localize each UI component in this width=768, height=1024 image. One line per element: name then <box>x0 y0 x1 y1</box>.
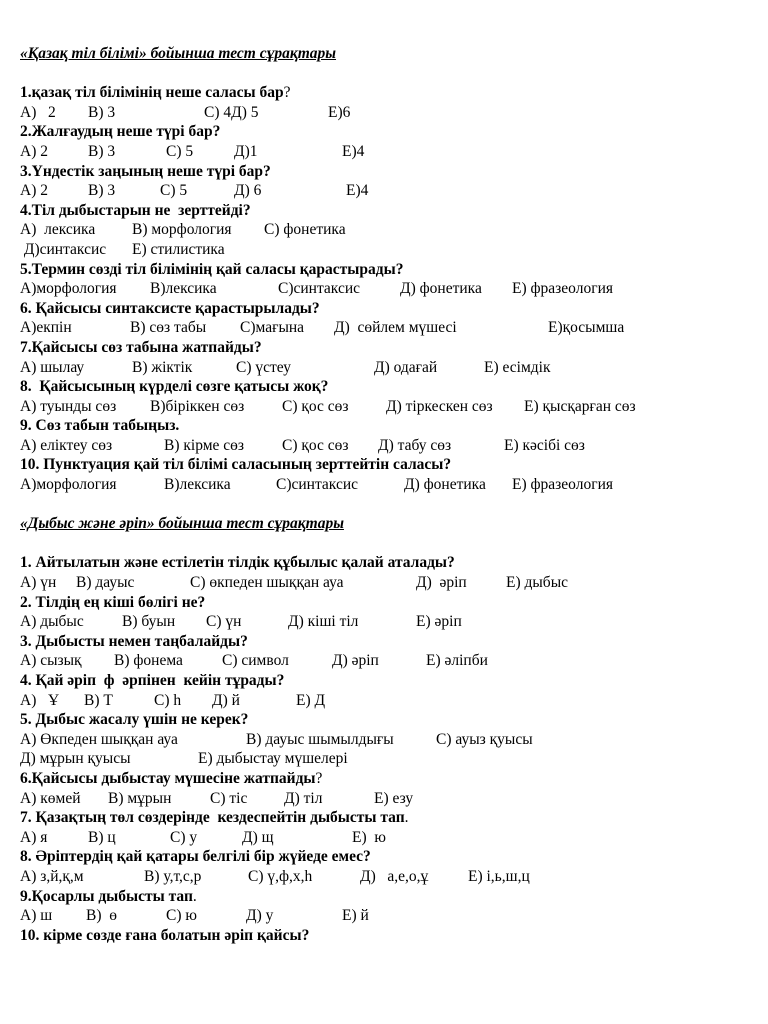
section-title: «Қазақ тіл білімі» бойынша тест сұрақтары <box>20 45 337 62</box>
answer-option: Е) ю <box>352 828 386 846</box>
answer-option: С) һ <box>154 691 182 709</box>
question <box>20 162 755 182</box>
answer-option: Е) стилистика <box>132 240 225 258</box>
answer-line <box>20 181 755 201</box>
question-text: 2.Жалғаудың неше түрі бар? <box>20 123 221 141</box>
question-end-mark: ? <box>283 84 291 102</box>
answer-option: А)морфология <box>20 280 117 298</box>
answer-option: Д) фонетика <box>400 280 482 298</box>
answer-option: Д) 6 <box>234 182 262 200</box>
question-text: 9. Сөз табын табыңыз. <box>20 417 180 435</box>
answer-option: С) үн <box>206 613 242 631</box>
question-end-mark: . <box>192 887 197 905</box>
answer-option: В) у,т,с,р <box>144 867 202 885</box>
question-text: 5.Термин сөзді тіл білімінің қай саласы қарастырады? <box>20 260 404 278</box>
answer-line <box>20 789 755 809</box>
answer-option: А) дыбыс <box>20 613 84 631</box>
answer-option: С) фонетика <box>264 221 346 239</box>
question-text: 1. Айтылатын және естілетін тілдік құбылыс қалай аталады? <box>20 554 455 572</box>
answer-option: Д) одағай <box>374 358 438 376</box>
answer-option: Е) есімдік <box>484 358 551 376</box>
answer-option: А) Ұ <box>20 691 60 709</box>
answer-line <box>20 397 755 417</box>
question <box>20 377 755 397</box>
answer-option: С) тіс <box>210 789 248 807</box>
answer-option: С) у <box>170 828 198 846</box>
question-text: 1.қазақ тіл білімінің неше саласы бар <box>20 84 284 102</box>
answer-option: Д) фонетика <box>404 476 486 494</box>
blank-line <box>20 534 755 554</box>
answer-option: Е) кәсібі сөз <box>504 436 585 454</box>
question-text: 4. Қай әріп ф әрпінен кейін тұрады? <box>20 672 285 689</box>
question <box>20 553 755 573</box>
answer-option: А)екпін <box>20 319 72 337</box>
question-text: 5. Дыбыс жасалу үшін не керек? <box>20 711 249 729</box>
blank-line <box>20 495 755 515</box>
question <box>20 416 755 436</box>
question <box>20 926 755 946</box>
answer-option: Е)4 <box>346 182 369 200</box>
answer-option: Д) й <box>212 691 240 709</box>
question <box>20 887 755 907</box>
answer-line <box>20 828 755 848</box>
answer-option: С) үстеу <box>236 358 292 376</box>
answer-option: Е) й <box>342 907 369 925</box>
question <box>20 710 755 730</box>
answer-line <box>20 749 755 769</box>
answer-option: В) мұрын <box>108 789 172 807</box>
answer-option: В)лексика <box>150 280 217 298</box>
answer-option: Е)6 <box>328 103 351 121</box>
answer-option: Е)4 <box>342 142 365 160</box>
question-text: 10. кірме сөзде ғана болатын әріп қайсы? <box>20 926 310 944</box>
answer-option: А) 2 <box>20 182 48 200</box>
answer-option: В) Т <box>84 691 113 709</box>
answer-line <box>20 240 755 260</box>
answer-option: Е) қысқарған сөз <box>524 397 636 415</box>
answer-option: Е) дыбыстау мүшелері <box>198 750 348 768</box>
answer-line <box>20 103 755 123</box>
answer-option: А) 2 <box>20 142 48 160</box>
answer-option: А) лексика <box>20 221 96 239</box>
question-text: 8. Қайсысының күрделі сөзге қатысы жоқ? <box>20 378 329 396</box>
answer-option: Д) щ <box>242 828 274 846</box>
answer-option: А) 2 <box>20 103 56 121</box>
answer-option: С) ауыз қуысы <box>436 730 533 748</box>
question <box>20 122 755 142</box>
answer-option: В) кірме сөз <box>164 436 245 454</box>
question <box>20 201 755 221</box>
answer-option: С)мағына <box>240 319 305 337</box>
question-end-mark: ? <box>315 769 323 787</box>
answer-line <box>20 730 755 750</box>
answer-option: Д)синтаксис <box>20 240 107 258</box>
answer-option: Д) а,е,о,ұ <box>360 867 429 885</box>
answer-line <box>20 906 755 926</box>
question-text: 6. Қайсысы синтаксисте қарастырылады? <box>20 299 320 317</box>
answer-option: В) буын <box>122 613 176 631</box>
answer-option: В)біріккен сөз <box>150 397 245 415</box>
answer-line <box>20 573 755 593</box>
answer-line <box>20 651 755 671</box>
question <box>20 593 755 613</box>
answer-option: Д) сөйлем мүшесі <box>334 319 457 337</box>
answer-option: А) шылау <box>20 358 85 376</box>
question-text: 3. Дыбысты немен таңбалайды? <box>20 632 248 650</box>
answer-option: В) 3 <box>88 103 116 121</box>
answer-option: В) 3 <box>88 142 116 160</box>
answer-option: Е) әріп <box>416 613 462 631</box>
answer-line <box>20 867 755 887</box>
question <box>20 847 755 867</box>
answer-option: В)лексика <box>164 476 231 494</box>
answer-option: Д) әріп <box>416 574 467 592</box>
answer-option: А) з,й,қ,м <box>20 867 84 885</box>
answer-option: С) қос сөз <box>282 397 349 415</box>
question <box>20 83 755 103</box>
answer-option: А) сызық <box>20 652 82 670</box>
answer-option: С) 4Д) 5 <box>204 103 259 121</box>
question <box>20 808 755 828</box>
answer-option: Е) фразеология <box>512 280 613 298</box>
answer-line <box>20 475 755 495</box>
answer-line <box>20 142 755 162</box>
answer-option: В) фонема <box>114 652 183 670</box>
answer-option: Д) мұрын қуысы <box>20 750 131 768</box>
answer-option: С) ю <box>166 907 197 925</box>
answer-option: С) өкпеден шыққан ауа <box>190 574 344 592</box>
answer-option: Д)1 <box>234 142 258 160</box>
question-text: 3.Үндестік заңының неше түрі бар? <box>20 162 271 180</box>
answer-option: В) ц <box>88 828 116 846</box>
question-text: 6.Қайсысы дыбыстау мүшесіне жатпайды <box>20 769 316 787</box>
answer-line <box>20 436 755 456</box>
answer-option: С)синтаксис <box>276 476 359 494</box>
blank-line <box>20 64 755 84</box>
question <box>20 632 755 652</box>
answer-option: А) Өкпеден шыққан ауа <box>20 730 178 748</box>
answer-option: Д) тіл <box>284 789 323 807</box>
answer-option: В) дауыс шымылдығы <box>246 730 394 748</box>
answer-option: С) ү,ф,х,һ <box>248 867 313 885</box>
answer-option: Е)қосымша <box>548 319 625 337</box>
question-text: 2. Тілдің ең кіші бөлігі не? <box>20 593 206 611</box>
answer-option: А) көмей <box>20 789 81 807</box>
answer-option: Д) табу сөз <box>378 436 452 454</box>
question <box>20 299 755 319</box>
answer-option: В) дауыс <box>76 574 135 592</box>
question-text: 8. Әріптердің қай қатары белгілі бір жүйеде емес? <box>20 848 371 866</box>
answer-option: Е) әліпби <box>426 652 488 670</box>
answer-option: А) үн <box>20 574 57 592</box>
question-text: 4.Тіл дыбыстарын не зерттейді? <box>20 201 251 219</box>
answer-option: А) еліктеу сөз <box>20 436 113 454</box>
answer-option: В) сөз табы <box>130 319 207 337</box>
answer-option: А) я <box>20 828 48 846</box>
question <box>20 769 755 789</box>
test-document <box>20 44 755 945</box>
answer-option: Е) фразеология <box>512 476 613 494</box>
answer-line <box>20 612 755 632</box>
answer-option: Д) у <box>246 907 274 925</box>
question <box>20 338 755 358</box>
answer-option: С)синтаксис <box>278 280 361 298</box>
answer-option: С) 5 <box>160 182 188 200</box>
answer-option: В) ө <box>86 907 117 925</box>
answer-line <box>20 358 755 378</box>
answer-option: С) символ <box>222 652 289 670</box>
answer-option: Е) езу <box>374 789 414 807</box>
answer-option: Е) Д <box>296 691 326 709</box>
answer-option: В) жіктік <box>132 358 193 376</box>
answer-line <box>20 318 755 338</box>
section-title: «Дыбыс және әріп» бойынша тест сұрақтары <box>20 515 344 533</box>
question <box>20 260 755 280</box>
answer-option: В) 3 <box>88 182 116 200</box>
answer-option: Е) дыбыс <box>506 574 568 592</box>
answer-option: А)морфология <box>20 476 117 494</box>
answer-option: В) морфология <box>132 221 232 239</box>
answer-option: Д) тіркескен сөз <box>386 397 493 415</box>
answer-line <box>20 691 755 711</box>
answer-option: С) 5 <box>166 142 194 160</box>
answer-option: А) ш <box>20 907 53 925</box>
answer-option: А) туынды сөз <box>20 397 117 415</box>
question <box>20 455 755 475</box>
answer-option: Д) кіші тіл <box>288 613 359 631</box>
question-text: 7. Қазақтың төл сөздерінде кездеспейтін дыбысты тап <box>20 809 405 827</box>
answer-option: Е) і,ь,ш,ц <box>468 867 530 885</box>
answer-line <box>20 279 755 299</box>
answer-option: С) қос сөз <box>282 436 349 454</box>
answer-option: Д) әріп <box>332 652 379 670</box>
question-end-mark: . <box>404 809 409 827</box>
question <box>20 671 755 691</box>
question-text: 7.Қайсысы сөз табына жатпайды? <box>20 338 262 356</box>
question-text: 10. Пунктуация қай тіл білімі саласының зерттейтін саласы? <box>20 456 452 474</box>
question-text: 9.Қосарлы дыбысты тап <box>20 887 193 905</box>
answer-line <box>20 220 755 240</box>
